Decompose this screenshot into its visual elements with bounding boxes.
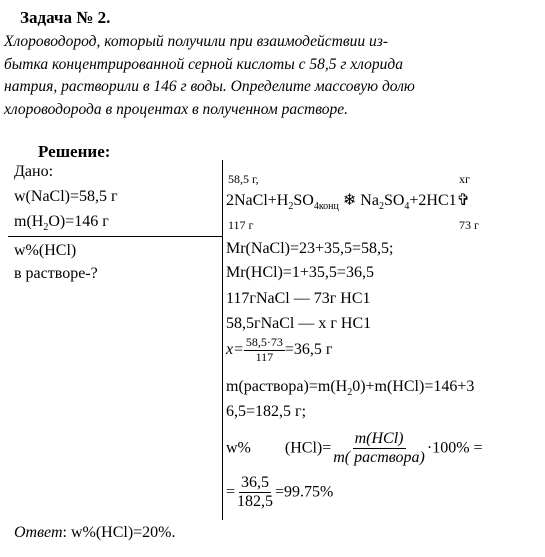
given-h2o: $m(H_2O)=146$ г	[14, 213, 109, 234]
find-line-1: w%(HCl)	[14, 242, 77, 259]
arrow-icon: ❄	[342, 192, 357, 209]
problem-line: натрия, растворили в 146 г воды. Определите массовую долю	[4, 78, 415, 95]
problem-line: хлороводорода в процентах в полученном растворе.	[4, 100, 349, 118]
given-nacl: w(NaCl)=58,5 г	[14, 188, 118, 205]
find-line-2: в растворе-?	[14, 265, 98, 282]
horizontal-divider	[8, 236, 222, 237]
vertical-divider	[222, 160, 223, 520]
problem-line: Хлороводород, который получили при взаимодействии из-	[4, 33, 388, 50]
answer: Ответ: w%(HCl)=20%.	[14, 524, 176, 541]
problem-line: бытка концентрированной серной кислоты с 58,5 г хлорида	[4, 55, 403, 73]
equation-below-right: 73 г	[459, 218, 479, 232]
problem-title: Задача № 2.	[20, 8, 111, 27]
problem-text	[4, 31, 532, 121]
mass-fraction-formula: w% (HCl)= $\frac{\text{m(HCl)}}{\text{m( раствора)}}$ ·100% =	[226, 430, 483, 467]
proportion-line-2: 58,5гNaCl — х г НС1	[226, 315, 372, 332]
equation-above-left: 58,5 г,	[228, 172, 259, 186]
mr-hcl: Mr(HCl)=1+35,5=36,5	[226, 264, 374, 281]
equation-below-left: 117 г	[228, 218, 254, 232]
mass-solution-line-1: $m(раствора)=m(H_20)+m(HCl)=146+3$	[226, 378, 475, 399]
equation-above-right: хг	[459, 172, 470, 186]
calculation-result: = $\frac{36,5}{182,5}$ =99.75%	[226, 474, 334, 511]
reaction-equation: $2NaCl+H_2SO_{4конц}$ ❄ $Na_2SO_4+2HC1✞$	[226, 192, 471, 213]
x-formula: x= $\frac{58,5\cdot 73}{117}$ =36,5 г	[226, 335, 333, 364]
proportion-line-1: 117гNaCl — 73г НС1	[226, 290, 371, 307]
solution-title: Решение:	[38, 142, 111, 161]
gas-arrow-icon: ✞	[456, 192, 471, 209]
mr-nacl: Mr(NaCl)=23+35,5=58,5;	[226, 240, 394, 257]
mass-solution-line-2: 6,5=182,5 г;	[226, 403, 307, 420]
given-label: Дано:	[14, 163, 54, 180]
